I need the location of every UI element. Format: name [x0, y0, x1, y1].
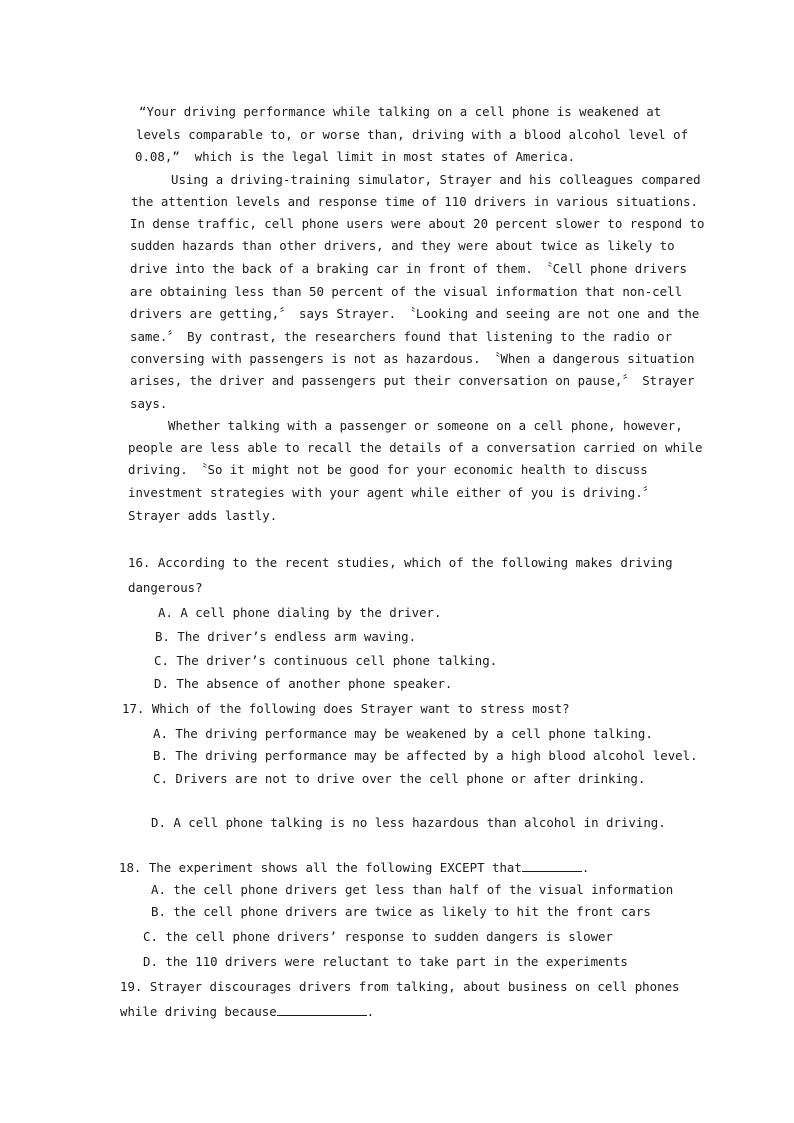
- option-d: D. the 110 drivers were reluctant to take part in the experiments: [143, 954, 628, 969]
- passage-line: In dense traffic, cell phone users were about 20 percent slower to respond to: [130, 216, 705, 231]
- question-stem-text: while driving because: [120, 1004, 277, 1019]
- passage-line: “Your driving performance while talking on a cell phone is weakened at: [139, 104, 662, 119]
- option-a: A. The driving performance may be weakened by a cell phone talking.: [153, 726, 653, 741]
- passage-line: Using a driving-training simulator, Strayer and his colleagues compared: [171, 172, 701, 187]
- passage-line: Strayer adds lastly.: [128, 508, 278, 523]
- passage-line: the attention levels and response time of 110 drivers in various situations.: [131, 194, 698, 209]
- passage-line: says.: [130, 396, 168, 411]
- question-stem-end: .: [366, 1004, 375, 1019]
- question-stem: 17. Which of the following does Strayer want to stress most?: [122, 701, 570, 716]
- question-stem: 16. According to the recent studies, which of the following makes driving: [128, 555, 673, 570]
- question-stem: 19. Strayer discourages drivers from talking, about business on cell phones: [120, 979, 680, 994]
- question-stem: [120, 1004, 374, 1020]
- passage-line: same.〞 By contrast, the researchers found that listening to the radio or: [130, 329, 673, 344]
- option-b: B. the cell phone drivers are twice as likely to hit the front cars: [151, 904, 651, 919]
- passage-line: conversing with passengers is not as hazardous. 〝When a dangerous situation: [130, 351, 695, 366]
- passage-line: drive into the back of a braking car in front of them. 〝Cell phone drivers: [130, 261, 687, 276]
- passage-line: investment strategies with your agent while either of you is driving.〞: [128, 485, 656, 500]
- option-d: D. A cell phone talking is no less hazardous than alcohol in driving.: [151, 815, 666, 830]
- option-c: C. the cell phone drivers’ response to sudden dangers is slower: [143, 929, 613, 944]
- passage-line: people are less able to recall the details of a conversation carried on while: [128, 440, 703, 455]
- passage-line: drivers are getting,〞 says Strayer. 〝Looking and seeing are not one and the: [130, 306, 700, 321]
- option-b: B. The driving performance may be affected by a high blood alcohol level.: [153, 748, 698, 763]
- passage-line: sudden hazards than other drivers, and they were about twice as likely to: [130, 238, 675, 253]
- passage-line: driving. 〝So it might not be good for your economic health to discuss: [128, 462, 648, 477]
- question-stem-end: .: [581, 860, 590, 875]
- question-stem: dangerous?: [128, 580, 203, 595]
- option-c: C. The driver’s continuous cell phone talking.: [154, 653, 498, 668]
- passage-line: are obtaining less than 50 percent of the visual information that non-cell: [130, 284, 683, 299]
- passage-line: 0.08,” which is the legal limit in most states of America.: [135, 149, 576, 164]
- answer-blank[interactable]: [522, 860, 582, 872]
- answer-blank[interactable]: [277, 1004, 367, 1016]
- question-stem-text: 18. The experiment shows all the following EXCEPT that: [119, 860, 522, 875]
- option-c: C. Drivers are not to drive over the cell phone or after drinking.: [153, 771, 646, 786]
- passage-line: levels comparable to, or worse than, driving with a blood alcohol level of: [136, 127, 689, 142]
- option-a: A. the cell phone drivers get less than half of the visual information: [151, 882, 674, 897]
- option-d: D. The absence of another phone speaker.: [154, 676, 453, 691]
- passage-line: arises, the driver and passengers put their conversation on pause,〞 Strayer: [130, 373, 695, 388]
- passage-line: Whether talking with a passenger or someone on a cell phone, however,: [168, 418, 683, 433]
- option-a: A. A cell phone dialing by the driver.: [158, 605, 442, 620]
- option-b: B. The driver’s endless arm waving.: [155, 629, 417, 644]
- question-stem: [119, 860, 589, 876]
